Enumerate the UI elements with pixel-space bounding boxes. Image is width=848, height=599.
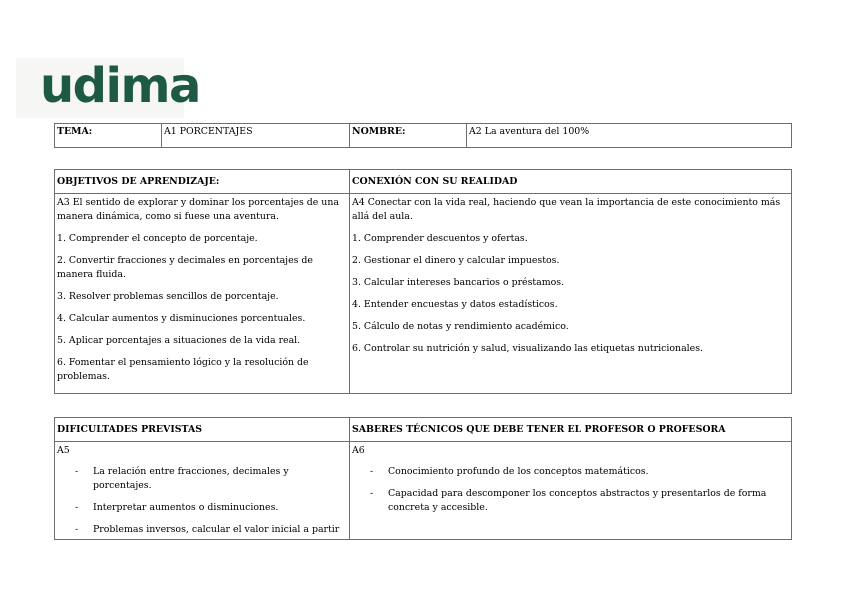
dash-bullet: - bbox=[370, 488, 374, 499]
tema-value: A1 PORCENTAJES bbox=[162, 124, 350, 148]
dash-bullet: - bbox=[370, 466, 374, 477]
dash-bullet: - bbox=[75, 466, 79, 477]
objectives-cell bbox=[55, 194, 350, 394]
objective-paragraph: 1. Comprender el concepto de porcentaje. bbox=[57, 233, 258, 244]
difficulties-code: A5 bbox=[57, 445, 70, 456]
list-item: - Capacidad para descomponer los conceptos abstractos y presentarlos de forma concreta y accesible. bbox=[370, 488, 767, 513]
connection-paragraph: 1. Comprender descuentos y ofertas. bbox=[352, 233, 528, 244]
nombre-label: NOMBRE: bbox=[350, 124, 467, 148]
objectives-table bbox=[54, 169, 792, 394]
connection-paragraph: 4. Entender encuestas y datos estadísticos. bbox=[352, 299, 558, 310]
connection-paragraph: 6. Controlar su nutrición y salud, visualizando las etiquetas nutricionales. bbox=[352, 343, 703, 354]
connection-cell bbox=[350, 194, 792, 394]
objective-paragraph: 2. Convertir fracciones y decimales en porcentajes de manera fluida. bbox=[57, 255, 313, 280]
difficulties-header: DIFICULTADES PREVISTAS bbox=[55, 418, 350, 442]
connection-paragraph: 2. Gestionar el dinero y calcular impuestos. bbox=[352, 255, 560, 266]
teacher-knowledge-code: A6 bbox=[352, 445, 365, 456]
objective-paragraph: 4. Calcular aumentos y disminuciones porcentuales. bbox=[57, 313, 306, 324]
objective-paragraph: A3 El sentido de explorar y dominar los porcentajes de una manera dinámica, como si fuese una aventura. bbox=[57, 197, 339, 222]
difficulties-table bbox=[54, 417, 792, 540]
udima-logo: udima bbox=[40, 58, 200, 114]
dash-bullet: - bbox=[75, 502, 79, 513]
connection-paragraph: A4 Conectar con la vida real, haciendo que vean la importancia de este conocimiento más allá del aula. bbox=[352, 197, 781, 222]
objective-paragraph: 6. Fomentar el pensamiento lógico y la resolución de problemas. bbox=[57, 357, 309, 382]
dash-bullet: - bbox=[75, 524, 79, 535]
teacher-knowledge-header: SABERES TÉCNICOS QUE DEBE TENER EL PROFESOR O PROFESORA bbox=[350, 418, 792, 442]
list-item: - La relación entre fracciones, decimales y porcentajes. bbox=[75, 466, 289, 491]
difficulties-cell bbox=[55, 442, 350, 540]
objective-paragraph: 5. Aplicar porcentajes a situaciones de la vida real. bbox=[57, 335, 301, 346]
objectives-header: OBJETIVOS DE APRENDIZAJE: bbox=[55, 170, 350, 194]
list-item: - Problemas inversos, calcular el valor inicial a partir bbox=[75, 524, 340, 535]
tema-label: TEMA: bbox=[55, 124, 162, 148]
header-table bbox=[54, 123, 792, 148]
objective-paragraph: 3. Resolver problemas sencillos de porcentaje. bbox=[57, 291, 279, 302]
list-item: - Interpretar aumentos o disminuciones. bbox=[75, 502, 279, 513]
connection-paragraph: 5. Cálculo de notas y rendimiento académico. bbox=[352, 321, 569, 332]
connection-paragraph: 3. Calcular intereses bancarios o préstamos. bbox=[352, 277, 565, 288]
teacher-knowledge-cell bbox=[350, 442, 792, 540]
connection-header: CONEXIÓN CON SU REALIDAD bbox=[350, 170, 792, 194]
list-item: - Conocimiento profundo de los conceptos matemáticos. bbox=[370, 466, 649, 477]
nombre-value: A2 La aventura del 100% bbox=[467, 124, 792, 148]
difficulties-list bbox=[57, 465, 347, 537]
teacher-knowledge-list bbox=[352, 465, 789, 515]
